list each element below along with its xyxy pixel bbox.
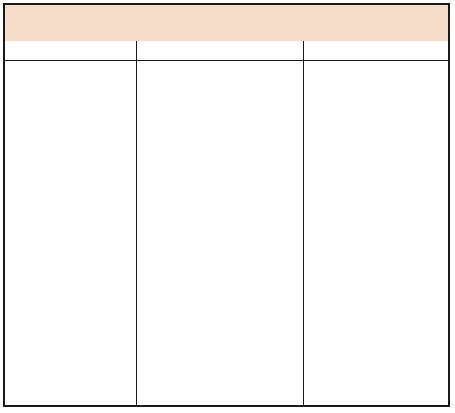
price-table — [3, 3, 450, 407]
title-bar — [5, 5, 448, 42]
column-divider — [303, 41, 304, 407]
table-header — [5, 41, 448, 61]
column-divider — [136, 41, 137, 407]
